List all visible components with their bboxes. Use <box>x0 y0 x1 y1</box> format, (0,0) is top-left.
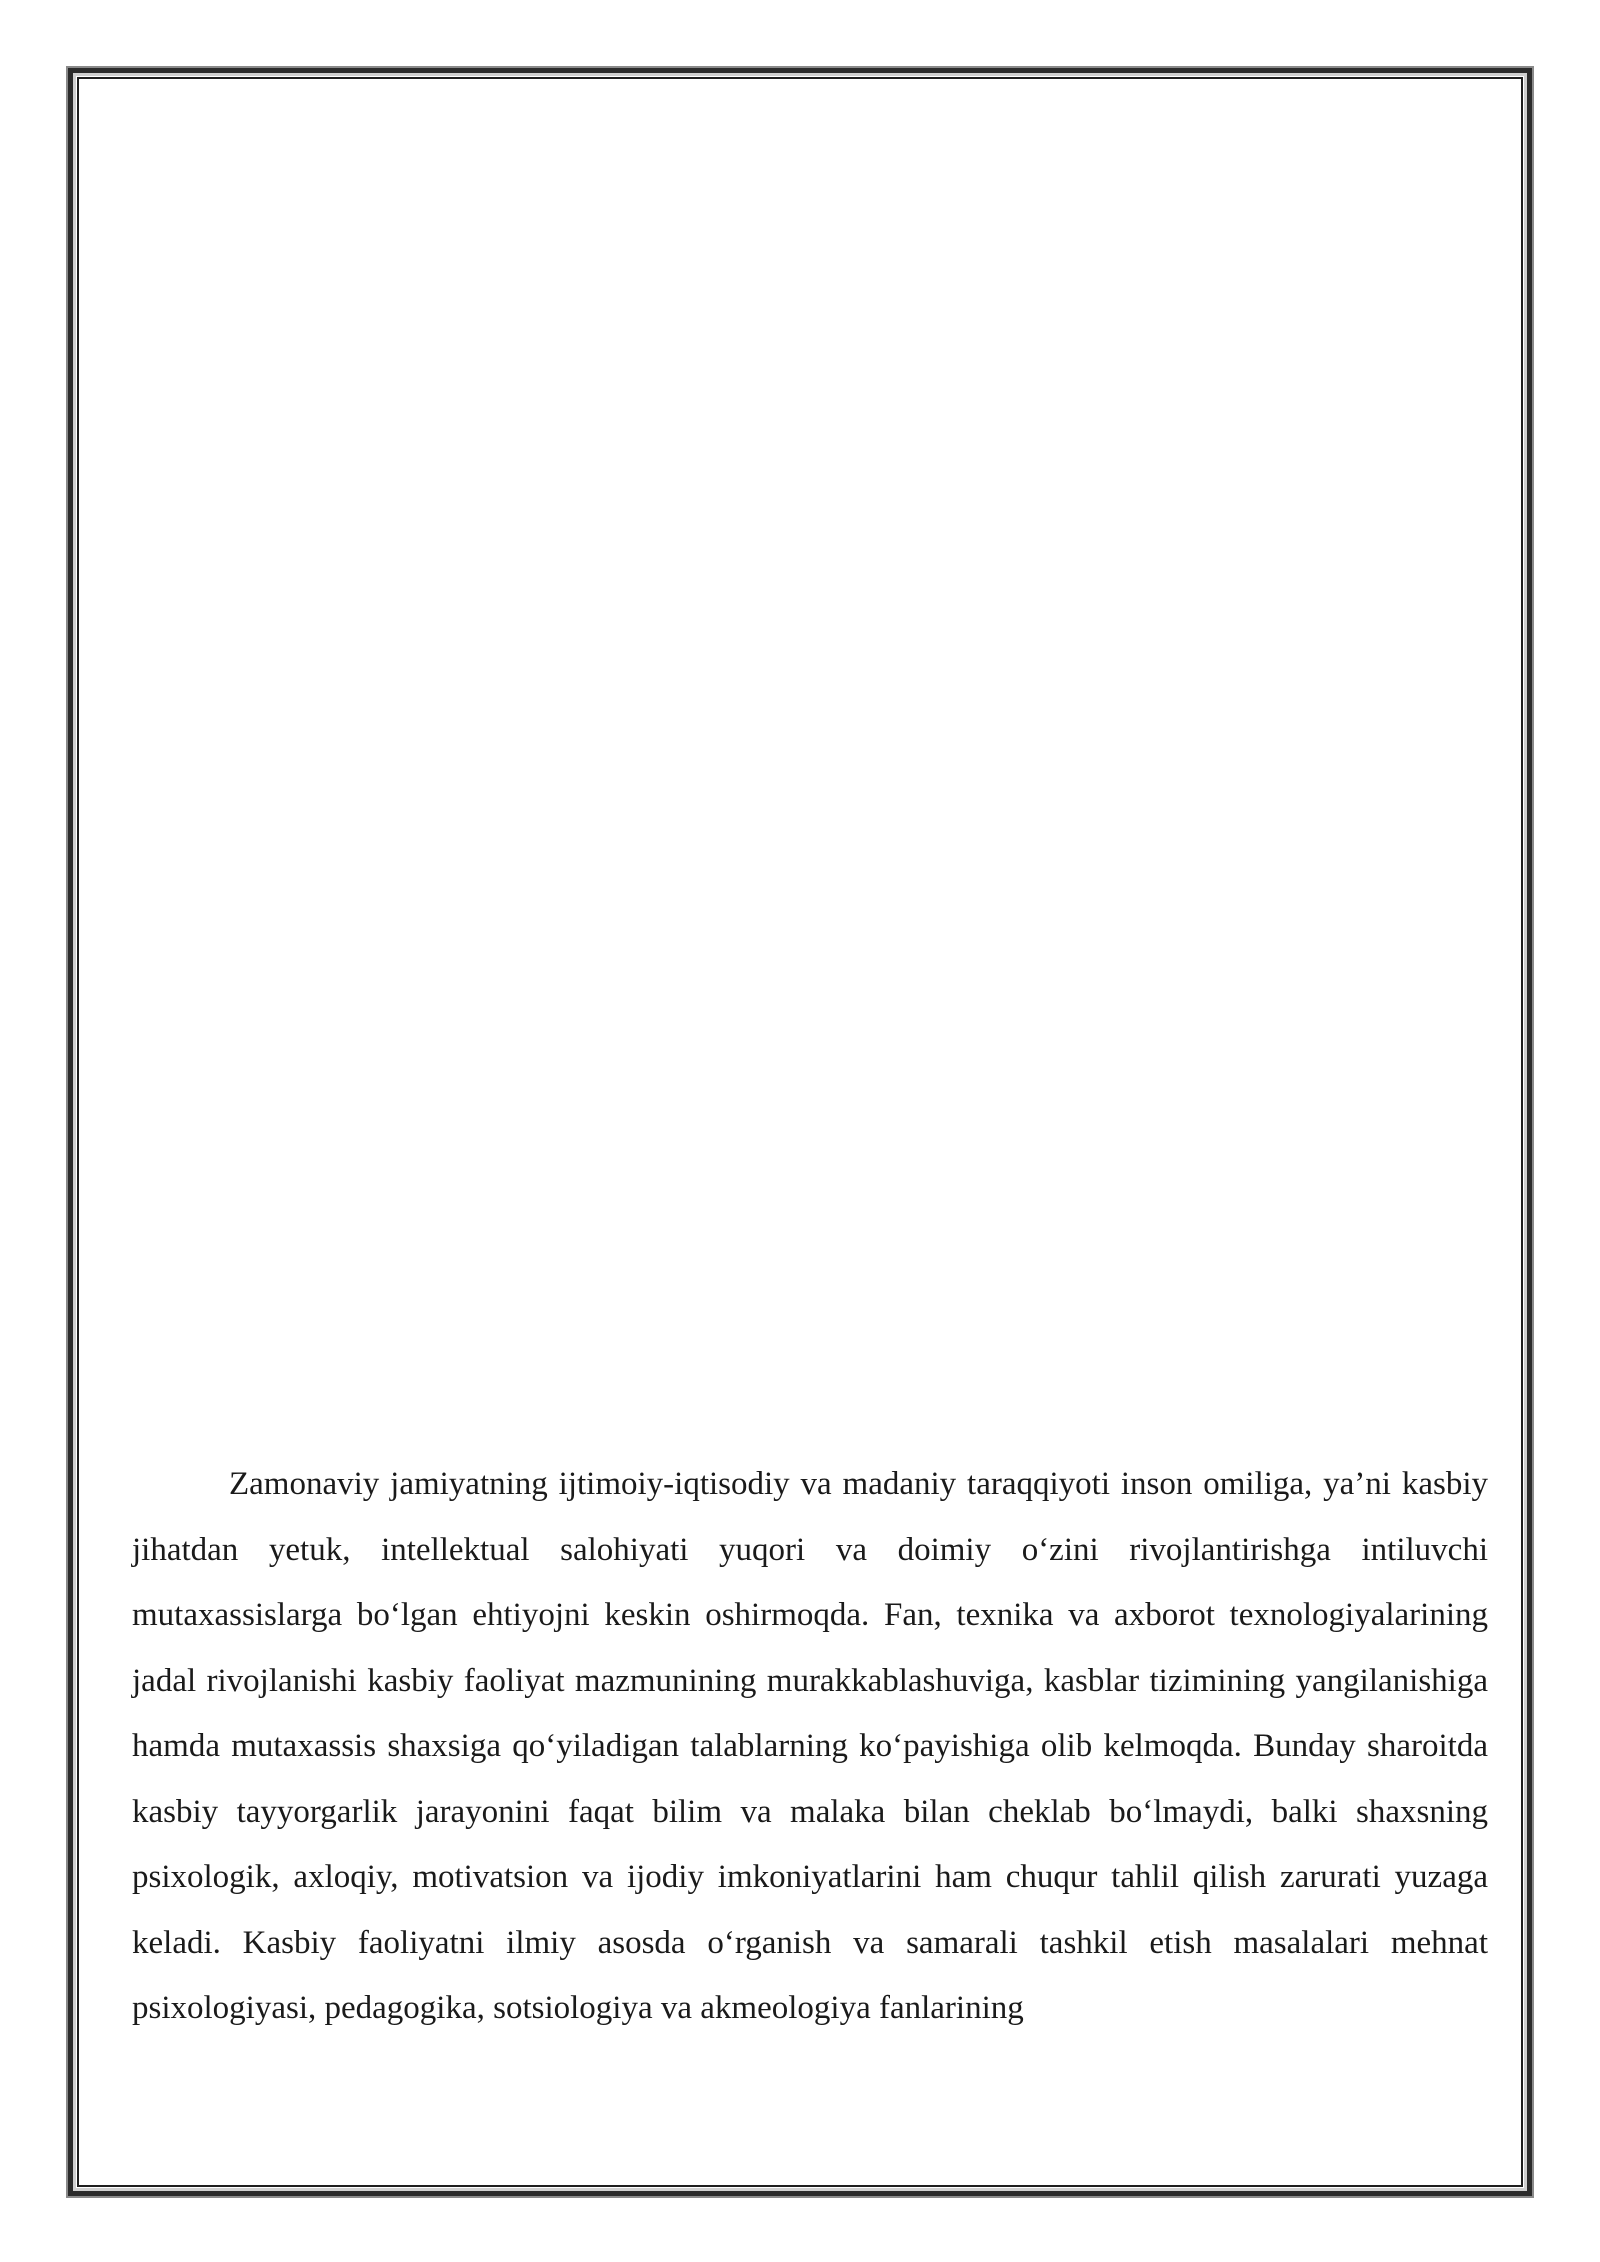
body-paragraph: Zamonaviy jamiyatning ijtimoiy-iqtisodiy va madaniy taraqqiyoti inson omiliga, ya’ni kasbiy jihatdan yetuk, intellektual salohiyati yuqori va doimiy o‘zini rivojlantirishga intiluvchi mutaxassislarga bo‘lgan ehtiyojni keskin oshirmoqda. Fan, texnika va axborot texnologiyalarining jadal rivojlanishi kasbiy faoliyat mazmunining murakkablashuviga, kasblar tizimining yangilanishiga hamda mutaxassis shaxsiga qo‘yiladigan talablarning ko‘payishiga olib kelmoqda. Bunday sharoitda kasbiy tayyorgarlik jarayonini faqat bilim va malaka bilan cheklab bo‘lmaydi, balki shaxsning psixologik, axloqiy, motivatsion va ijodiy imkoniyatlarini ham chuqur tahlil qilish zarurati yuzaga keladi. Kasbiy faoliyatni ilmiy asosda o‘rganish va samarali tashkil etish masalalari mehnat psixologiyasi, pedagogika, sotsiologiya va akmeologiya fanlarining <box>132 1466 1488 2026</box>
